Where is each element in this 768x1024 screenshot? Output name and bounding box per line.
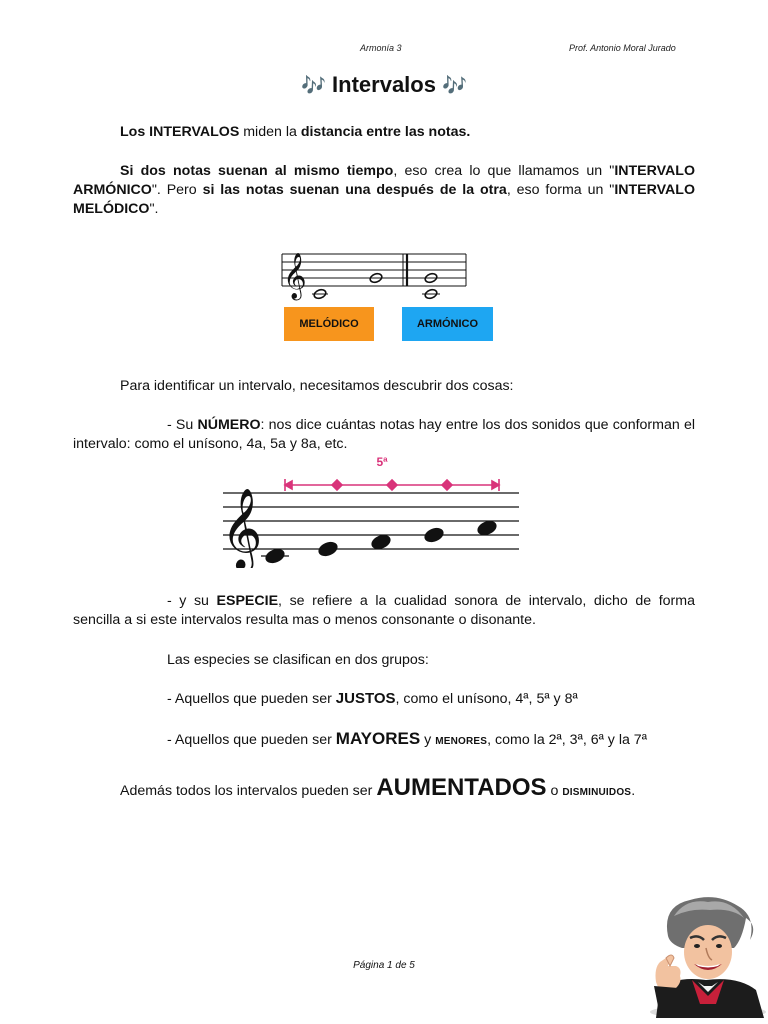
paragraph-intro: Los INTERVALOS miden la distancia entre las notas.	[120, 124, 471, 140]
header-author: Prof. Antonio Moral Jurado	[569, 43, 676, 53]
page-footer: Página 1 de 5	[353, 960, 415, 971]
note-d	[316, 539, 339, 559]
paragraph-definitions: Si dos notas suenan al mismo tiempo, eso crea lo que llamamos un "INTERVALO ARMÓNICO". Pero si las notas suenan una después de la otra, eso forma un "INTERVALO MELÓDICO".	[73, 163, 695, 217]
paragraph-species: - y su ESPECIE, se refiere a la cualidad sonora de intervalo, dicho de forma sencilla a si este intervalos resulta mas o menos consonante o disonante.	[73, 593, 695, 628]
interval-number-label: 5ª	[376, 455, 388, 469]
music-notes-icon: 🎶	[301, 75, 326, 97]
page-title	[0, 72, 768, 98]
treble-clef-icon: 𝄞	[283, 253, 307, 299]
melodic-label-box: MELÓDICO	[284, 307, 374, 341]
list-item-mayores-menores: - Aquellos que pueden ser MAYORES y MENORES, como la 2ª, 3ª, 6ª y la 7ª	[167, 729, 647, 748]
note-f	[422, 525, 445, 545]
paragraph-identify: Para identificar un intervalo, necesitamos descubrir dos cosas:	[120, 378, 514, 394]
staff-melodic-harmonic	[278, 244, 478, 304]
music-notes-icon: 🎶	[442, 75, 467, 97]
paragraph-groups: Las especies se clasifican en dos grupos:	[167, 652, 429, 668]
paragraph-number: - Su NÚMERO: nos dice cuántas notas hay entre los dos sonidos que conforman el intervalo: como el unísono, 4a, 5a y 8a, etc.	[73, 417, 695, 452]
beethoven-thumbs-up-illustration	[646, 896, 768, 1018]
treble-clef-icon: 𝄞	[221, 487, 263, 568]
list-item-justos: - Aquellos que pueden ser JUSTOS, como el unísono, 4ª, 5ª y 8ª	[167, 690, 578, 707]
harmonic-label-box: ARMÓNICO	[402, 307, 493, 341]
paragraph-aumentados: Además todos los intervalos pueden ser AUMENTADOS o DISMINUIDOS.	[120, 774, 636, 801]
header-subject: Armonía 3	[360, 43, 402, 53]
title-text: Intervalos	[332, 72, 436, 97]
staff-interval-fifth	[215, 450, 525, 568]
